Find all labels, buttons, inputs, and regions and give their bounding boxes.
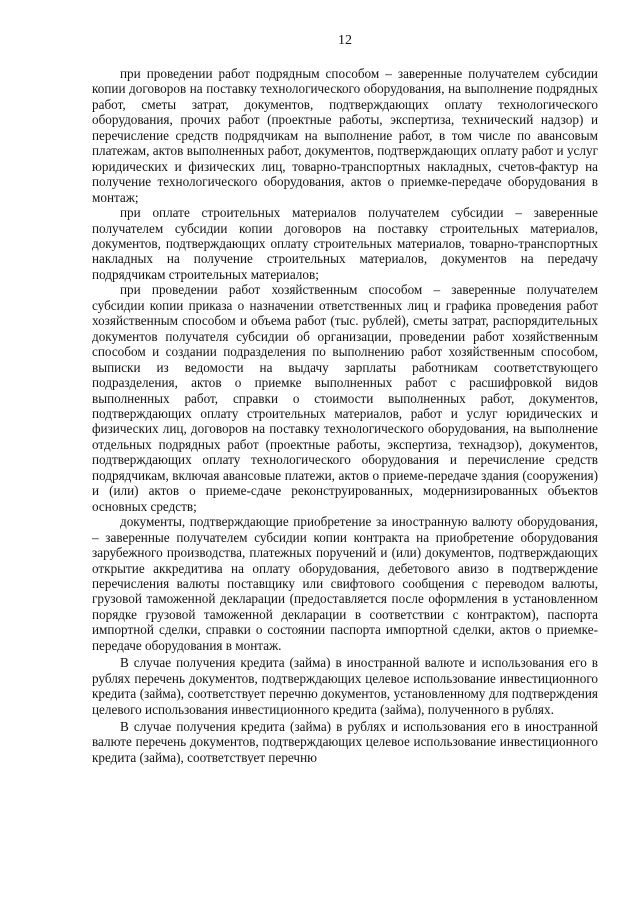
paragraph-contract-method: при проведении работ подрядным способом – заверенные получателем субсидии копии договоров на поставку технологического оборудования, на выполнение подрядных работ, сметы затрат, документов, подтверждающих оплату технологического оборудования, прочих работ (проектные работы, экспертиза, технический надзор) и перечисление средств подрядчикам на выполнение работ, в том числе по авансовым платежам, актов выполненных работ, документов, подтверждающих оплату работ и услуг юридических и физических лиц, товарно-транспортных накладных, счетов-фактур на получение технологического оборудования, актов о приемке-передаче оборудования в монтаж; bbox=[92, 66, 598, 205]
page-number: 12 bbox=[338, 33, 352, 48]
paragraph-foreign-loan-rubles: В случае получения кредита (займа) в иностранной валюте и использования его в рублях перечень документов, подтверждающих целевое использование инвестиционного кредита (займа), соответствует перечню документов, установленному для подтверждения целевого использования инвестиционного кредита (займа), полученного в рублях. bbox=[92, 655, 598, 717]
paragraph-foreign-currency-equipment: документы, подтверждающие приобретение за иностранную валюту оборудования, – заверенные получателем субсидии копии контракта на приобретение оборудования зарубежного производства, платежных поручений и (или) документов, подтверждающих открытие аккредитива на оплату оборудования, дебетового авизо в подтверждение перечисления валюты поставщику или свифтового сообщения с переводом валюты, грузовой таможенной декларации (предоставляется после оформления в установленном порядке грузовой таможенной декларации в соответствии с контрактом), паспорта импортной сделки, справки о состоянии паспорта импортной сделки, актов о приемке-передаче оборудования в монтаж. bbox=[92, 514, 598, 653]
paragraph-own-method: при проведении работ хозяйственным способом – заверенные получателем субсидии копии приказа о назначении ответственных лиц и графика проведения работ хозяйственным способом и объема работ (тыс. рублей), сметы затрат, распорядительных документов получателя субсидии об организации, проведении работ хозяйственным способом и создании подразделения по выполнению работ хозяйственным способом, выписки из ведомости на выдачу зарплаты работникам соответствующего подразделения, актов о приемке выполненных работ с расшифровкой видов выполненных работ, справки о стоимости выполненных работ, документов, подтверждающих оплату строительных материалов, работ и услуг юридических и физических лиц, договоров на поставку технологического оборудования, на выполнение отдельных подрядных работ (проектные работы, экспертиза, технадзор), документов, подтверждающих оплату технологического оборудования и перечисление средств подрядчикам, включая авансовые платежи, актов о приеме-передаче здания (сооружения) и (или) актов о приеме-сдаче реконструированных, модернизированных объектов основных средств; bbox=[92, 282, 598, 514]
paragraph-construction-materials: при оплате строительных материалов получателем субсидии – заверенные получателем субсидии копии договоров на поставку строительных материалов, документов, подтверждающих оплату строительных материалов, товарно-транспортных накладных на получение строительных материалов, документов на передачу подрядчикам строительных материалов; bbox=[92, 205, 598, 282]
paragraph-ruble-loan-foreign: В случае получения кредита (займа) в рублях и использования его в иностранной валюте перечень документов, подтверждающих целевое использование инвестиционного кредита (займа), соответствует перечню bbox=[92, 719, 598, 765]
document-body bbox=[92, 66, 598, 765]
